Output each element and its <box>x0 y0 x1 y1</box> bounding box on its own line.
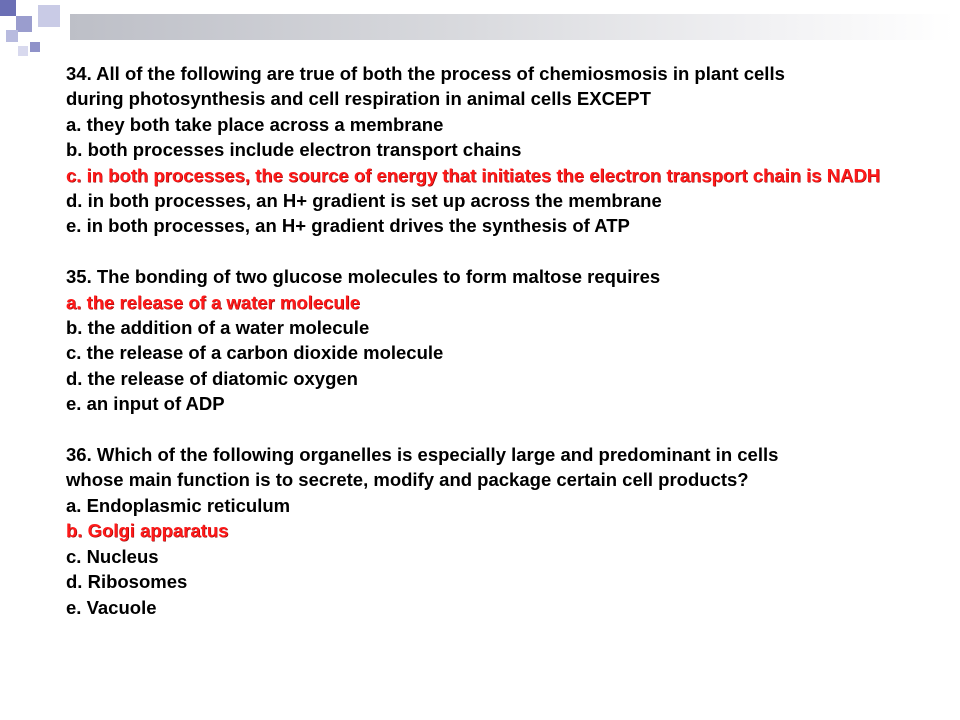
answer-option: c. the release of a carbon dioxide molecule <box>66 342 444 364</box>
question-stem: during photosynthesis and cell respiration in animal cells EXCEPT <box>66 88 651 110</box>
answer-option: e. Vacuole <box>66 596 157 618</box>
correct-answer-option: c. in both processes, the source of energy that initiates the electron transport chain is NADH <box>66 164 881 186</box>
answer-option: d. the release of diatomic oxygen <box>66 367 358 389</box>
spacer <box>66 417 946 442</box>
question-35 <box>66 264 946 416</box>
question-stem: 34. All of the following are true of both the process of chemiosmosis in plant cells <box>66 63 785 84</box>
header-square-decoration <box>6 30 18 42</box>
question-stem: 36. Which of the following organelles is especially large and predominant in cells <box>66 444 779 466</box>
header-square-decoration <box>30 42 40 52</box>
answer-option: a. Endoplasmic reticulum <box>66 494 291 516</box>
answer-option: b. both processes include electron transport chains <box>66 139 522 161</box>
header-square-decoration <box>18 46 28 56</box>
answer-option: e. in both processes, an H+ gradient drives the synthesis of ATP <box>66 215 630 237</box>
header-square-decoration <box>0 0 16 16</box>
answer-option: d. in both processes, an H+ gradient is set up across the membrane <box>66 190 662 212</box>
header-square-decoration <box>38 5 60 27</box>
answer-option: d. Ribosomes <box>66 571 188 593</box>
spacer <box>66 239 946 264</box>
header-square-decoration <box>16 16 32 32</box>
question-stem: whose main function is to secrete, modify and package certain cell products? <box>66 469 749 491</box>
correct-answer-option: b. Golgi apparatus <box>66 520 229 542</box>
answer-option: e. an input of ADP <box>66 393 225 415</box>
quiz-content <box>66 61 946 620</box>
question-34 <box>66 61 946 239</box>
header-gradient-bar <box>70 14 955 40</box>
question-36 <box>66 442 946 620</box>
answer-option: b. the addition of a water molecule <box>66 317 370 339</box>
answer-option: a. they both take place across a membrane <box>66 113 444 135</box>
answer-option: c. Nucleus <box>66 545 159 567</box>
question-stem: 35. The bonding of two glucose molecules to form maltose requires <box>66 266 661 288</box>
correct-answer-option: a. the release of a water molecule <box>66 291 361 313</box>
